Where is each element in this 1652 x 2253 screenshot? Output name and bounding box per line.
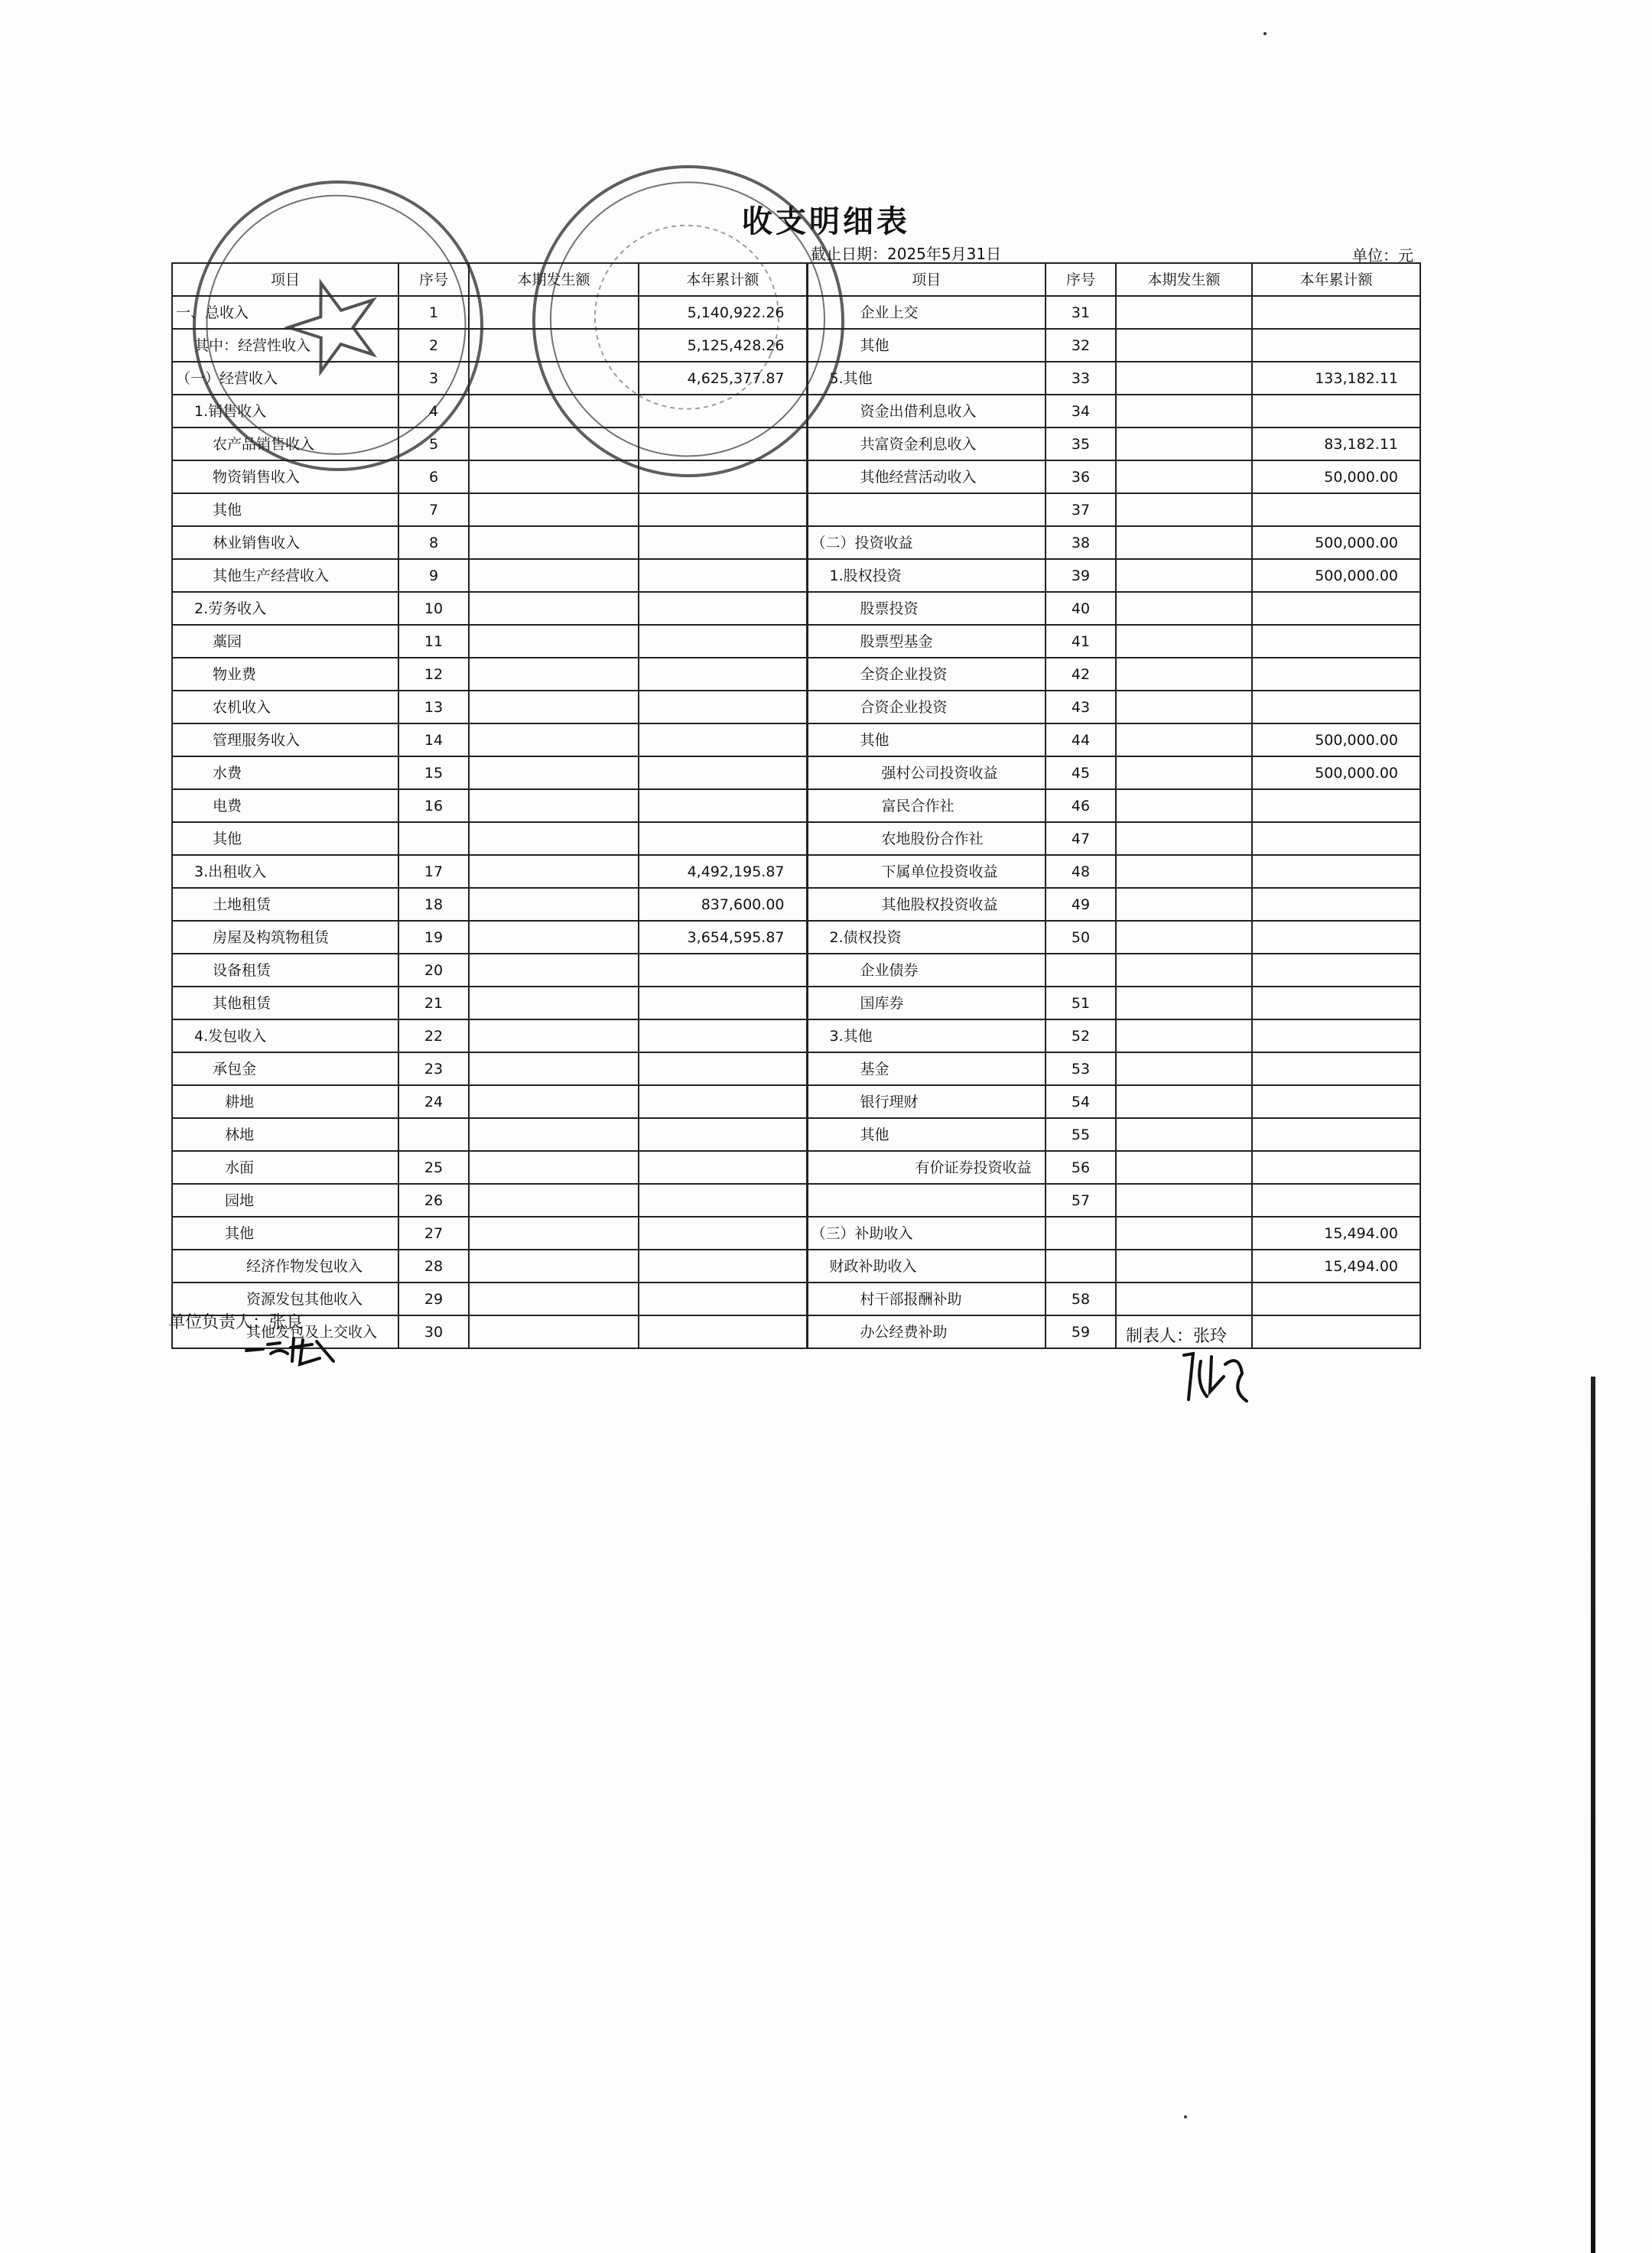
- ytd-amount-cell: [639, 789, 807, 822]
- seq-cell: 24: [398, 1085, 469, 1118]
- seq-cell: 55: [1046, 1118, 1116, 1151]
- period-amount-cell: [469, 723, 639, 756]
- item-cell: 其他: [172, 1217, 398, 1250]
- period-amount-cell: [1116, 822, 1252, 855]
- ytd-amount-cell: [639, 1315, 807, 1348]
- seq-cell: 35: [1046, 428, 1116, 460]
- col-header-period: 本期发生额: [1116, 263, 1252, 296]
- table-row: [172, 1118, 1420, 1151]
- table-row: [172, 1184, 1420, 1217]
- item-cell: 1.股权投资: [807, 559, 1046, 592]
- period-amount-cell: [469, 1315, 639, 1348]
- ytd-amount-cell: [1252, 592, 1420, 625]
- period-amount-cell: [469, 1118, 639, 1151]
- ytd-amount-cell: [1252, 888, 1420, 921]
- item-cell: 合资企业投资: [807, 691, 1046, 723]
- report-date: 截止日期：2025年5月31日: [811, 245, 1002, 263]
- ytd-amount-cell: [639, 1085, 807, 1118]
- item-cell: 共富资金利息收入: [807, 428, 1046, 460]
- period-amount-cell: [469, 559, 639, 592]
- ytd-amount-cell: 500,000.00: [1252, 756, 1420, 789]
- seq-cell: 26: [398, 1184, 469, 1217]
- seq-cell: 13: [398, 691, 469, 723]
- period-amount-cell: [1116, 296, 1252, 329]
- seq-cell: 34: [1046, 395, 1116, 428]
- item-cell: 基金: [807, 1052, 1046, 1085]
- seq-cell: 32: [1046, 329, 1116, 362]
- table-row: [172, 1052, 1420, 1085]
- ytd-amount-cell: 500,000.00: [1252, 559, 1420, 592]
- scan-speck: [1263, 32, 1267, 35]
- item-cell: 银行理财: [807, 1085, 1046, 1118]
- ytd-amount-cell: [639, 1052, 807, 1085]
- table-row: [172, 954, 1420, 987]
- item-cell: 其他: [807, 329, 1046, 362]
- seq-cell: [1046, 1250, 1116, 1283]
- period-amount-cell: [469, 1085, 639, 1118]
- item-cell: 2.债权投资: [807, 921, 1046, 954]
- ytd-amount-cell: 500,000.00: [1252, 526, 1420, 559]
- seq-cell: 58: [1046, 1283, 1116, 1315]
- seq-cell: 45: [1046, 756, 1116, 789]
- seq-cell: [398, 822, 469, 855]
- ytd-amount-cell: [1252, 987, 1420, 1019]
- item-cell: 管理服务收入: [172, 723, 398, 756]
- period-amount-cell: [1116, 658, 1252, 691]
- item-cell: 耕地: [172, 1085, 398, 1118]
- period-amount-cell: [469, 1019, 639, 1052]
- seq-cell: 38: [1046, 526, 1116, 559]
- ytd-amount-cell: [639, 756, 807, 789]
- seq-cell: 21: [398, 987, 469, 1019]
- item-cell: 5.其他: [807, 362, 1046, 395]
- item-cell: 国库券: [807, 987, 1046, 1019]
- item-cell: 企业上交: [807, 296, 1046, 329]
- seq-cell: 15: [398, 756, 469, 789]
- item-cell: [807, 1184, 1046, 1217]
- ytd-amount-cell: [1252, 493, 1420, 526]
- seq-cell: 46: [1046, 789, 1116, 822]
- period-amount-cell: [469, 1217, 639, 1250]
- item-cell: 物业费: [172, 658, 398, 691]
- seq-cell: 6: [398, 460, 469, 493]
- item-cell: 资金出借利息收入: [807, 395, 1046, 428]
- period-amount-cell: [1116, 1184, 1252, 1217]
- col-header-ytd: 本年累计额: [1252, 263, 1420, 296]
- item-cell: 财政补助收入: [807, 1250, 1046, 1283]
- item-cell: 农产品销售收入: [172, 428, 398, 460]
- period-amount-cell: [1116, 1052, 1252, 1085]
- ytd-amount-cell: [1252, 822, 1420, 855]
- ytd-amount-cell: 4,625,377.87: [639, 362, 807, 395]
- period-amount-cell: [469, 1250, 639, 1283]
- item-cell: 其他经营活动收入: [807, 460, 1046, 493]
- seq-cell: 17: [398, 855, 469, 888]
- seq-cell: 8: [398, 526, 469, 559]
- item-cell: 强村公司投资收益: [807, 756, 1046, 789]
- ytd-amount-cell: [1252, 1085, 1420, 1118]
- ytd-amount-cell: 3,654,595.87: [639, 921, 807, 954]
- item-cell: 其中：经营性收入: [172, 329, 398, 362]
- table-row: [172, 1283, 1420, 1315]
- seq-cell: 57: [1046, 1184, 1116, 1217]
- item-cell: [807, 493, 1046, 526]
- ytd-amount-cell: [1252, 789, 1420, 822]
- period-amount-cell: [469, 954, 639, 987]
- seq-cell: 19: [398, 921, 469, 954]
- period-amount-cell: [1116, 855, 1252, 888]
- table-row: [172, 756, 1420, 789]
- seq-cell: 47: [1046, 822, 1116, 855]
- seq-cell: 22: [398, 1019, 469, 1052]
- ytd-amount-cell: [1252, 1019, 1420, 1052]
- item-cell: 林业销售收入: [172, 526, 398, 559]
- ytd-amount-cell: [1252, 296, 1420, 329]
- ytd-amount-cell: [1252, 329, 1420, 362]
- ytd-amount-cell: [639, 691, 807, 723]
- ytd-amount-cell: [639, 1019, 807, 1052]
- seq-cell: 48: [1046, 855, 1116, 888]
- ytd-amount-cell: [639, 1118, 807, 1151]
- seq-cell: 36: [1046, 460, 1116, 493]
- ytd-amount-cell: 15,494.00: [1252, 1217, 1420, 1250]
- item-cell: 其他发包及上交收入: [172, 1315, 398, 1348]
- item-cell: 其他: [807, 723, 1046, 756]
- item-cell: 水面: [172, 1151, 398, 1184]
- item-cell: 承包金: [172, 1052, 398, 1085]
- preparer-signature: [1178, 1346, 1254, 1407]
- ytd-amount-cell: [1252, 1184, 1420, 1217]
- period-amount-cell: [469, 987, 639, 1019]
- period-amount-cell: [469, 888, 639, 921]
- seq-cell: 49: [1046, 888, 1116, 921]
- item-cell: 4.发包收入: [172, 1019, 398, 1052]
- item-cell: 房屋及构筑物租赁: [172, 921, 398, 954]
- period-amount-cell: [469, 1151, 639, 1184]
- table-row: [172, 723, 1420, 756]
- ytd-amount-cell: [639, 1283, 807, 1315]
- col-header-seq: 序号: [1046, 263, 1116, 296]
- seq-cell: 52: [1046, 1019, 1116, 1052]
- item-cell: （三）补助收入: [807, 1217, 1046, 1250]
- item-cell: 有价证券投资收益: [807, 1151, 1046, 1184]
- ytd-amount-cell: 5,140,922.26: [639, 296, 807, 329]
- period-amount-cell: [1116, 329, 1252, 362]
- seq-cell: 27: [398, 1217, 469, 1250]
- seq-cell: 59: [1046, 1315, 1116, 1348]
- seq-cell: 37: [1046, 493, 1116, 526]
- ytd-amount-cell: [1252, 395, 1420, 428]
- table-row: [172, 1315, 1420, 1348]
- item-cell: 物资销售收入: [172, 460, 398, 493]
- item-cell: 其他: [172, 822, 398, 855]
- ytd-amount-cell: 837,600.00: [639, 888, 807, 921]
- ytd-amount-cell: [639, 1151, 807, 1184]
- table-row: [172, 822, 1420, 855]
- period-amount-cell: [1116, 691, 1252, 723]
- period-amount-cell: [1116, 888, 1252, 921]
- item-cell: 土地租赁: [172, 888, 398, 921]
- seq-cell: 2: [398, 329, 469, 362]
- ytd-amount-cell: 83,182.11: [1252, 428, 1420, 460]
- seq-cell: 3: [398, 362, 469, 395]
- ytd-amount-cell: [639, 526, 807, 559]
- ytd-amount-cell: [639, 822, 807, 855]
- table-row: [172, 1019, 1420, 1052]
- item-cell: 2.劳务收入: [172, 592, 398, 625]
- period-amount-cell: [1116, 460, 1252, 493]
- seq-cell: 1: [398, 296, 469, 329]
- item-cell: 其他: [172, 493, 398, 526]
- period-amount-cell: [1116, 756, 1252, 789]
- unit-head-signature: [243, 1331, 343, 1369]
- period-amount-cell: [469, 493, 639, 526]
- ytd-amount-cell: [1252, 1315, 1420, 1348]
- period-amount-cell: [1116, 526, 1252, 559]
- ytd-amount-cell: 133,182.11: [1252, 362, 1420, 395]
- seq-cell: [1046, 954, 1116, 987]
- period-amount-cell: [469, 855, 639, 888]
- ytd-amount-cell: [639, 559, 807, 592]
- ytd-amount-cell: [1252, 658, 1420, 691]
- ytd-amount-cell: [1252, 855, 1420, 888]
- seq-cell: 40: [1046, 592, 1116, 625]
- item-cell: 全资企业投资: [807, 658, 1046, 691]
- ytd-amount-cell: [1252, 921, 1420, 954]
- seq-cell: 25: [398, 1151, 469, 1184]
- seq-cell: 31: [1046, 296, 1116, 329]
- item-cell: 办公经费补助: [807, 1315, 1046, 1348]
- table-row: [172, 1250, 1420, 1283]
- period-amount-cell: [1116, 362, 1252, 395]
- ytd-amount-cell: [1252, 691, 1420, 723]
- seq-cell: 33: [1046, 362, 1116, 395]
- seq-cell: [1046, 1217, 1116, 1250]
- item-cell: 园地: [172, 1184, 398, 1217]
- seq-cell: [398, 1118, 469, 1151]
- col-header-seq: 序号: [398, 263, 469, 296]
- period-amount-cell: [1116, 954, 1252, 987]
- item-cell: 富民合作社: [807, 789, 1046, 822]
- table-row: [172, 921, 1420, 954]
- period-amount-cell: [1116, 1250, 1252, 1283]
- item-cell: 农地股份合作社: [807, 822, 1046, 855]
- col-header-item: 项目: [807, 263, 1046, 296]
- period-amount-cell: [1116, 1283, 1252, 1315]
- item-cell: 经济作物发包收入: [172, 1250, 398, 1283]
- item-cell: 下属单位投资收益: [807, 855, 1046, 888]
- seq-cell: 29: [398, 1283, 469, 1315]
- period-amount-cell: [469, 921, 639, 954]
- ytd-amount-cell: [639, 987, 807, 1019]
- seq-cell: 23: [398, 1052, 469, 1085]
- scan-speck: [1184, 2115, 1187, 2118]
- item-cell: 3.其他: [807, 1019, 1046, 1052]
- scan-edge-line: [1591, 1377, 1595, 2253]
- period-amount-cell: [1116, 1118, 1252, 1151]
- seq-cell: 50: [1046, 921, 1116, 954]
- seq-cell: 16: [398, 789, 469, 822]
- ytd-amount-cell: [639, 954, 807, 987]
- period-amount-cell: [1116, 1085, 1252, 1118]
- ytd-amount-cell: [1252, 1118, 1420, 1151]
- period-amount-cell: [1116, 428, 1252, 460]
- seq-cell: 5: [398, 428, 469, 460]
- unit-head-label: 单位负责人：张良: [168, 1313, 304, 1332]
- period-amount-cell: [469, 526, 639, 559]
- table-row: [172, 625, 1420, 658]
- ytd-amount-cell: 50,000.00: [1252, 460, 1420, 493]
- ytd-amount-cell: [639, 1250, 807, 1283]
- period-amount-cell: [1116, 921, 1252, 954]
- item-cell: 林地: [172, 1118, 398, 1151]
- seq-cell: 4: [398, 395, 469, 428]
- period-amount-cell: [469, 756, 639, 789]
- period-amount-cell: [1116, 395, 1252, 428]
- item-cell: （二）投资收益: [807, 526, 1046, 559]
- item-cell: 村干部报酬补助: [807, 1283, 1046, 1315]
- item-cell: 其他租赁: [172, 987, 398, 1019]
- currency-unit: 单位：元: [1352, 246, 1413, 265]
- seq-cell: 20: [398, 954, 469, 987]
- period-amount-cell: [469, 822, 639, 855]
- ytd-amount-cell: 4,492,195.87: [639, 855, 807, 888]
- period-amount-cell: [469, 789, 639, 822]
- table-row: [172, 559, 1420, 592]
- period-amount-cell: [469, 1184, 639, 1217]
- seq-cell: 14: [398, 723, 469, 756]
- seq-cell: 11: [398, 625, 469, 658]
- item-cell: 藁园: [172, 625, 398, 658]
- ytd-amount-cell: [1252, 625, 1420, 658]
- table-row: [172, 493, 1420, 526]
- seq-cell: 41: [1046, 625, 1116, 658]
- period-amount-cell: [1116, 1217, 1252, 1250]
- seq-cell: 44: [1046, 723, 1116, 756]
- period-amount-cell: [1116, 559, 1252, 592]
- ytd-amount-cell: [1252, 1283, 1420, 1315]
- ytd-amount-cell: 15,494.00: [1252, 1250, 1420, 1283]
- table-row: [172, 691, 1420, 723]
- period-amount-cell: [469, 691, 639, 723]
- seq-cell: 7: [398, 493, 469, 526]
- table-row: [172, 789, 1420, 822]
- table-row: [172, 1151, 1420, 1184]
- ytd-amount-cell: [639, 723, 807, 756]
- item-cell: 其他: [807, 1118, 1046, 1151]
- seq-cell: 28: [398, 1250, 469, 1283]
- item-cell: 其他股权投资收益: [807, 888, 1046, 921]
- ytd-amount-cell: [1252, 954, 1420, 987]
- seq-cell: 43: [1046, 691, 1116, 723]
- period-amount-cell: [1116, 1151, 1252, 1184]
- seq-cell: 53: [1046, 1052, 1116, 1085]
- seq-cell: 42: [1046, 658, 1116, 691]
- period-amount-cell: [1116, 625, 1252, 658]
- ytd-amount-cell: [639, 1217, 807, 1250]
- item-cell: 企业债券: [807, 954, 1046, 987]
- seq-cell: 30: [398, 1315, 469, 1348]
- item-cell: 一、总收入: [172, 296, 398, 329]
- ytd-amount-cell: [639, 625, 807, 658]
- table-row: [172, 1085, 1420, 1118]
- period-amount-cell: [1116, 723, 1252, 756]
- ytd-amount-cell: [1252, 1052, 1420, 1085]
- item-cell: 1.销售收入: [172, 395, 398, 428]
- ytd-amount-cell: 5,125,428.26: [639, 329, 807, 362]
- table-row: [172, 658, 1420, 691]
- seq-cell: 10: [398, 592, 469, 625]
- period-amount-cell: [469, 1052, 639, 1085]
- ytd-amount-cell: [639, 1184, 807, 1217]
- period-amount-cell: [1116, 1019, 1252, 1052]
- item-cell: 设备租赁: [172, 954, 398, 987]
- table-row: [172, 592, 1420, 625]
- col-header-period: 本期发生额: [469, 263, 639, 296]
- item-cell: 股票投资: [807, 592, 1046, 625]
- col-header-ytd: 本年累计额: [639, 263, 807, 296]
- ytd-amount-cell: 500,000.00: [1252, 723, 1420, 756]
- preparer-label: 制表人：张玲: [1126, 1327, 1228, 1346]
- item-cell: 水费: [172, 756, 398, 789]
- period-amount-cell: [469, 625, 639, 658]
- table-row: [172, 526, 1420, 559]
- col-header-item: 项目: [172, 263, 398, 296]
- period-amount-cell: [469, 658, 639, 691]
- seq-cell: 51: [1046, 987, 1116, 1019]
- seq-cell: 9: [398, 559, 469, 592]
- page-title: 收支明细表: [742, 204, 910, 239]
- period-amount-cell: [1116, 493, 1252, 526]
- seq-cell: 18: [398, 888, 469, 921]
- period-amount-cell: [1116, 592, 1252, 625]
- seq-cell: 56: [1046, 1151, 1116, 1184]
- ytd-amount-cell: [639, 592, 807, 625]
- period-amount-cell: [1116, 789, 1252, 822]
- table-row: [172, 1217, 1420, 1250]
- seq-cell: 39: [1046, 559, 1116, 592]
- period-amount-cell: [469, 592, 639, 625]
- table-row: [172, 987, 1420, 1019]
- table-row: [172, 888, 1420, 921]
- period-amount-cell: [469, 460, 639, 493]
- seq-cell: 54: [1046, 1085, 1116, 1118]
- ytd-amount-cell: [639, 658, 807, 691]
- period-amount-cell: [469, 1283, 639, 1315]
- item-cell: 股票型基金: [807, 625, 1046, 658]
- table-row: [172, 855, 1420, 888]
- item-cell: 电费: [172, 789, 398, 822]
- seq-cell: 12: [398, 658, 469, 691]
- period-amount-cell: [1116, 987, 1252, 1019]
- item-cell: （一）经营收入: [172, 362, 398, 395]
- item-cell: 其他生产经营收入: [172, 559, 398, 592]
- item-cell: 3.出租收入: [172, 855, 398, 888]
- item-cell: 农机收入: [172, 691, 398, 723]
- item-cell: 资源发包其他收入: [172, 1283, 398, 1315]
- ytd-amount-cell: [1252, 1151, 1420, 1184]
